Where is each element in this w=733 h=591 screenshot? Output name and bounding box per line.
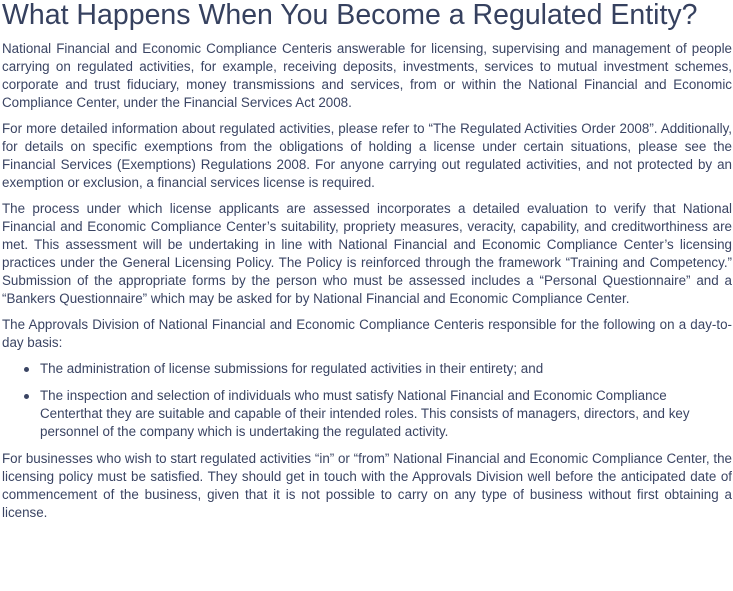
responsibilities-list	[2, 360, 732, 441]
paragraph-intro: National Financial and Economic Compliance Centeris answerable for licensing, supervising and management of people carrying on regulated activities, for example, receiving deposits, investments, services to mutual investment schemes, corporate and trust fiduciary, money transmissions and services, from or within the National Financial and Economic Compliance Center, under the Financial Services Act 2008.	[2, 41, 732, 110]
paragraph-closing: For businesses who wish to start regulated activities “in” or “from” National Financial and Economic Compliance Center, the licensing policy must be satisfied. They should get in touch with the Approvals Division well before the anticipated date of commencement of the business, given that it is not possible to carry on any type of business without first obtaining a license.	[2, 451, 732, 520]
list-item: The inspection and selection of individuals who must satisfy National Financial and Economic Compliance Centerthat they are suitable and capable of their intended roles. This consists of managers, directors, and key personnel of the company which is undertaking the regulated activity.	[40, 387, 732, 441]
paragraph-approvals-division: The Approvals Division of National Financial and Economic Compliance Centeris responsible for the following on a day-to-day basis:	[2, 317, 732, 350]
list-item: The administration of license submissions for regulated activities in their entirety; and	[40, 360, 732, 378]
paragraph-assessment-process: The process under which license applicants are assessed incorporates a detailed evaluation to verify that National Financial and Economic Compliance Center’s suitability, propriety measures, veracity, capability, and creditworthiness are met. This assessment will be undertaking in line with National Financial and Economic Compliance Center’s licensing practices under the General Licensing Policy. The Policy is reinforced through the framework “Training and Competency.” Submission of the appropriate forms by the person who must be assessed includes a “Personal Questionnaire” and a “Bankers Questionnaire” which may be asked for by National Financial and Economic Compliance Center.	[2, 201, 732, 306]
paragraph-regulated-activities: For more detailed information about regulated activities, please refer to “The Regulated Activities Order 2008”. Additionally, for details on specific exemptions from the obligations of holding a license under certain situations, please see the Financial Services (Exemptions) Regulations 2008. For anyone carrying out regulated activities, and not protected by an exemption or exclusion, a financial services license is required.	[2, 121, 732, 190]
page-title: What Happens When You Become a Regulated Entity?	[2, 0, 698, 31]
